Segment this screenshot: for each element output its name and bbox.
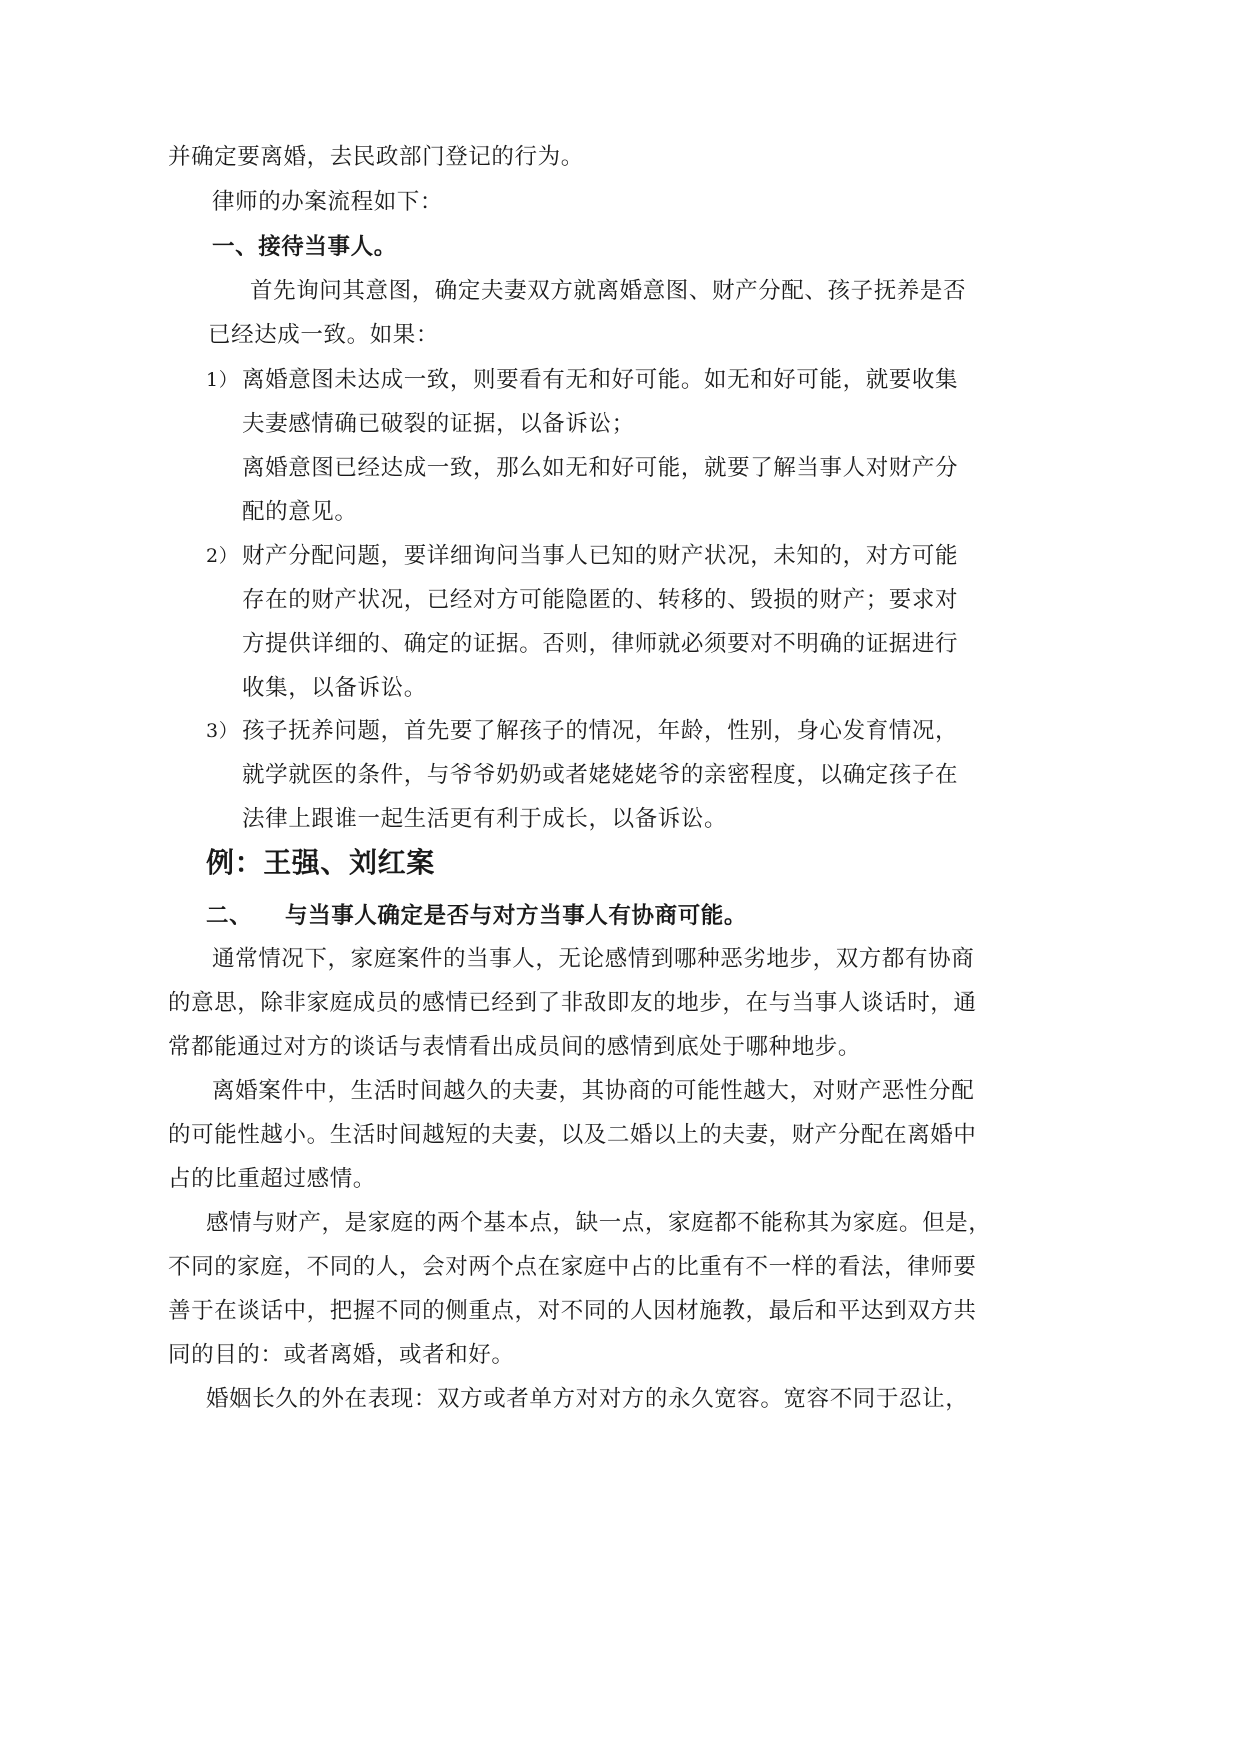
body-paragraph-line: 感情与财产，是家庭的两个基本点，缺一点，家庭都不能称其为家庭。但是， bbox=[206, 1210, 992, 1236]
section1-heading: 一、接待当事人。 bbox=[212, 234, 397, 260]
body-paragraph-line: 占的比重超过感情。 bbox=[168, 1166, 376, 1192]
body-paragraph-line: 不同的家庭，不同的人，会对两个点在家庭中占的比重有不一样的看法，律师要 bbox=[168, 1254, 977, 1280]
list-item-line: 夫妻感情确已破裂的证据，以备诉讼； bbox=[242, 411, 635, 437]
body-paragraph-line: 的意思，除非家庭成员的感情已经到了非敌即友的地步，在与当事人谈话时，通 bbox=[168, 990, 977, 1016]
list-item-line: 收集，以备诉讼。 bbox=[242, 675, 427, 701]
list-item-line: 财产分配问题，要详细询问当事人已知的财产状况，未知的，对方可能 bbox=[242, 543, 959, 569]
list-item-line: 法律上跟谁一起生活更有利于成长，以备诉讼。 bbox=[242, 806, 728, 832]
list-item-line: 孩子抚养问题，首先要了解孩子的情况，年龄，性别，身心发育情况， bbox=[242, 718, 959, 744]
section1-para-line: 已经达成一致。如果： bbox=[208, 322, 440, 348]
body-paragraph-line: 常都能通过对方的谈话与表情看出成员间的感情到底处于哪种地步。 bbox=[168, 1034, 862, 1060]
list-item-line: 存在的财产状况，已经对方可能隐匿的、转移的、毁损的财产；要求对 bbox=[242, 587, 959, 613]
list-item-number: 1） bbox=[206, 369, 239, 391]
list-item-number: 2） bbox=[206, 545, 239, 567]
intro-tail-text: 并确定要离婚，去民政部门登记的行为。 bbox=[168, 144, 584, 170]
body-paragraph-line: 婚姻长久的外在表现：双方或者单方对对方的永久宽容。宽容不同于忍让， bbox=[206, 1386, 969, 1412]
list-item-line: 方提供详细的、确定的证据。否则，律师就必须要对不明确的证据进行 bbox=[242, 631, 959, 657]
body-paragraph-line: 的可能性越小。生活时间越短的夫妻，以及二婚以上的夫妻，财产分配在离婚中 bbox=[168, 1122, 977, 1148]
list-item-line: 离婚意图未达成一致，则要看有无和好可能。如无和好可能，就要收集 bbox=[242, 367, 959, 393]
list-item-line: 就学就医的条件，与爷爷奶奶或者姥姥姥爷的亲密程度，以确定孩子在 bbox=[242, 762, 959, 788]
list-item-line: 配的意见。 bbox=[242, 499, 358, 525]
section2-heading: 与当事人确定是否与对方当事人有协商可能。 bbox=[285, 903, 748, 929]
body-paragraph-line: 离婚案件中，生活时间越久的夫妻，其协商的可能性越大，对财产恶性分配 bbox=[212, 1078, 975, 1104]
process-intro-text: 律师的办案流程如下： bbox=[212, 189, 444, 215]
section2-number: 二、 bbox=[206, 903, 253, 929]
body-paragraph-line: 同的目的：或者离婚，或者和好。 bbox=[168, 1342, 515, 1368]
section1-para-line: 首先询问其意图，确定夫妻双方就离婚意图、财产分配、孩子抚养是否 bbox=[250, 278, 967, 304]
list-item-line: 离婚意图已经达成一致，那么如无和好可能，就要了解当事人对财产分 bbox=[242, 455, 959, 481]
body-paragraph-line: 善于在谈话中，把握不同的侧重点，对不同的人因材施教，最后和平达到双方共 bbox=[168, 1298, 977, 1324]
example-heading: 例：王强、刘红案 bbox=[206, 846, 435, 879]
list-item-number: 3） bbox=[206, 720, 239, 742]
body-paragraph-line: 通常情况下，家庭案件的当事人，无论感情到哪种恶劣地步，双方都有协商 bbox=[212, 946, 975, 972]
